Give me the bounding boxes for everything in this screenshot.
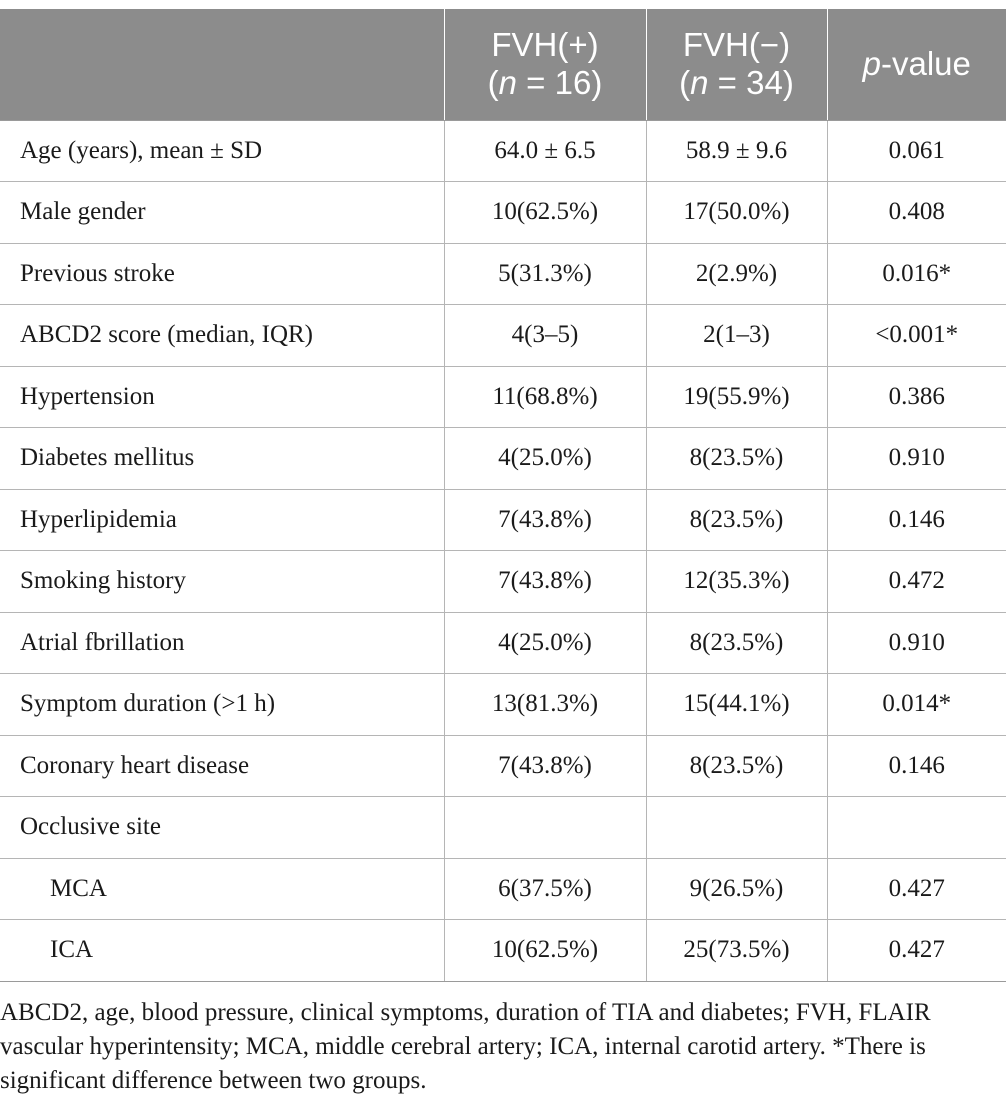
cell-fvh-negative: 58.9 ± 9.6	[646, 120, 827, 182]
table-row	[0, 612, 1006, 674]
cell-fvh-positive: 11(68.8%)	[444, 366, 646, 428]
table-footnote: ABCD2, age, blood pressure, clinical symptoms, duration of TIA and diabetes; FVH, FLAIR vascular hyperintensity; MCA, middle cerebral artery; ICA, internal carotid artery. *There is significant difference between two groups.	[0, 999, 931, 1094]
cell-fvh-positive: 7(43.8%)	[444, 735, 646, 797]
cell-fvh-negative: 8(23.5%)	[646, 735, 827, 797]
paren-open: (	[487, 64, 499, 102]
row-label: Previous stroke	[0, 243, 444, 305]
header-fvh-negative-n	[647, 64, 827, 102]
row-label: ICA	[0, 920, 444, 982]
header-fvh-negative	[646, 9, 827, 120]
table-row	[0, 243, 1006, 305]
row-label: Symptom duration (>1 h)	[0, 674, 444, 736]
table-row	[0, 489, 1006, 551]
cell-fvh-positive: 5(31.3%)	[444, 243, 646, 305]
cell-fvh-negative: 8(23.5%)	[646, 428, 827, 490]
table-row	[0, 182, 1006, 244]
cell-p-value	[827, 797, 1006, 859]
cell-p-value: 0.910	[827, 612, 1006, 674]
row-label: Age (years), mean ± SD	[0, 120, 444, 182]
cell-p-value: 0.014*	[827, 674, 1006, 736]
cell-fvh-positive: 10(62.5%)	[444, 920, 646, 982]
cell-p-value: 0.427	[827, 858, 1006, 920]
table-row	[0, 920, 1006, 982]
n-value: = 34)	[708, 64, 794, 102]
row-label: Diabetes mellitus	[0, 428, 444, 490]
cell-fvh-negative: 15(44.1%)	[646, 674, 827, 736]
cell-p-value: 0.472	[827, 551, 1006, 613]
results-table	[0, 9, 1006, 982]
cell-p-value: 0.146	[827, 489, 1006, 551]
n-symbol: n	[690, 64, 709, 102]
cell-fvh-negative: 17(50.0%)	[646, 182, 827, 244]
p-symbol: p	[862, 45, 881, 83]
cell-fvh-negative: 19(55.9%)	[646, 366, 827, 428]
cell-fvh-negative	[646, 797, 827, 859]
table-row	[0, 305, 1006, 367]
table-header	[0, 9, 1006, 120]
table-body	[0, 120, 1006, 981]
cell-fvh-negative: 8(23.5%)	[646, 612, 827, 674]
header-row	[0, 9, 1006, 120]
n-value: = 16)	[517, 64, 603, 102]
table-row	[0, 428, 1006, 490]
row-label: MCA	[0, 858, 444, 920]
cell-p-value: 0.061	[827, 120, 1006, 182]
cell-fvh-positive: 6(37.5%)	[444, 858, 646, 920]
table-row	[0, 735, 1006, 797]
cell-fvh-negative: 2(2.9%)	[646, 243, 827, 305]
table-row	[0, 366, 1006, 428]
row-label: ABCD2 score (median, IQR)	[0, 305, 444, 367]
cell-p-value: 0.146	[827, 735, 1006, 797]
row-label: Occlusive site	[0, 797, 444, 859]
cell-fvh-negative: 2(1–3)	[646, 305, 827, 367]
cell-fvh-positive: 13(81.3%)	[444, 674, 646, 736]
cell-p-value: 0.408	[827, 182, 1006, 244]
cell-fvh-negative: 8(23.5%)	[646, 489, 827, 551]
cell-fvh-negative: 25(73.5%)	[646, 920, 827, 982]
cell-p-value: 0.910	[827, 428, 1006, 490]
results-table-container	[0, 9, 1006, 982]
n-symbol: n	[498, 64, 518, 102]
header-fvh-positive	[444, 9, 646, 120]
row-label: Atrial fbrillation	[0, 612, 444, 674]
table-row	[0, 797, 1006, 859]
cell-fvh-positive: 4(25.0%)	[444, 428, 646, 490]
header-fvh-positive-n	[445, 64, 646, 102]
table-row	[0, 674, 1006, 736]
header-p-value	[827, 9, 1006, 120]
cell-fvh-negative: 12(35.3%)	[646, 551, 827, 613]
cell-p-value: 0.386	[827, 366, 1006, 428]
cell-fvh-positive: 4(25.0%)	[444, 612, 646, 674]
row-label: Coronary heart disease	[0, 735, 444, 797]
cell-p-value: <0.001*	[827, 305, 1006, 367]
cell-p-value: 0.427	[827, 920, 1006, 982]
header-fvh-negative-label: FVH(−)	[682, 26, 791, 64]
cell-fvh-positive: 7(43.8%)	[444, 551, 646, 613]
row-label: Male gender	[0, 182, 444, 244]
row-label: Smoking history	[0, 551, 444, 613]
table-row	[0, 858, 1006, 920]
row-label: Hypertension	[0, 366, 444, 428]
table-row	[0, 120, 1006, 182]
cell-fvh-positive: 4(3–5)	[444, 305, 646, 367]
header-fvh-positive-label: FVH(+)	[491, 26, 599, 64]
paren-open: (	[679, 64, 691, 102]
p-value-suffix: -value	[880, 45, 971, 83]
cell-fvh-positive: 64.0 ± 6.5	[444, 120, 646, 182]
cell-fvh-positive: 7(43.8%)	[444, 489, 646, 551]
cell-fvh-positive	[444, 797, 646, 859]
row-label: Hyperlipidemia	[0, 489, 444, 551]
table-row	[0, 551, 1006, 613]
cell-p-value: 0.016*	[827, 243, 1006, 305]
cell-fvh-positive: 10(62.5%)	[444, 182, 646, 244]
cell-fvh-negative: 9(26.5%)	[646, 858, 827, 920]
header-variable	[0, 9, 444, 120]
